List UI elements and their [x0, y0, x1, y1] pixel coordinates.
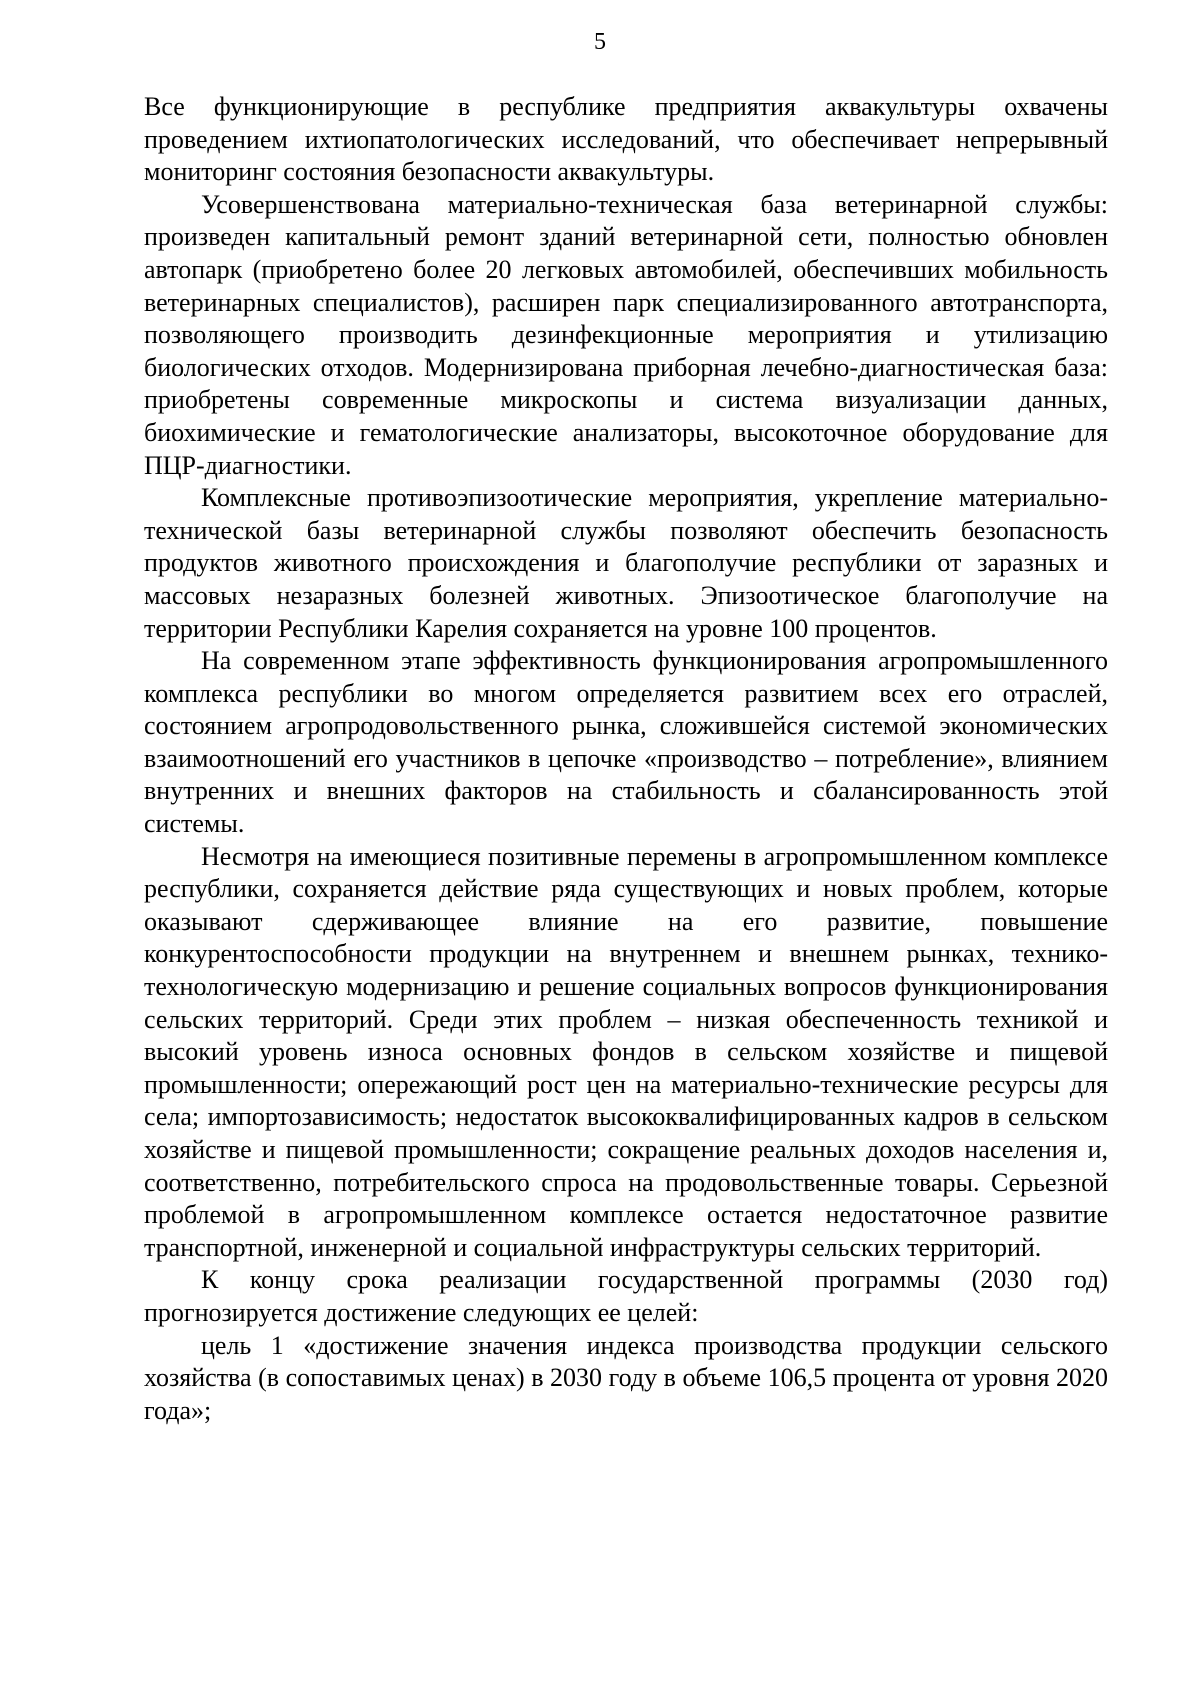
paragraph-antiepizootic-measures: Комплексные противоэпизоотические мероприятия, укрепление материально-технической базы ветеринарной службы позволяют обеспечить безопасность продуктов животного происхождения и благополучие республики от заразных и массовых незаразных болезней животных. Эпизоотическое благополучие на территории Республики Карелия сохраняется на уровне 100 процентов. — [144, 483, 1108, 643]
document-body — [144, 91, 1108, 1427]
paragraph-problems: Несмотря на имеющиеся позитивные перемены в агропромышленном комплексе республики, сохраняется действие ряда существующих и новых проблем, которые оказывают сдерживающее влияние на его развитие, повышение конкурентоспособности продукции на внутреннем и внешнем рынках, технико-технологическую модернизацию и решение социальных вопросов функционирования сельских территорий. Среди этих проблем – низкая обеспеченность техникой и высокий уровень износа основных фондов в сельском хозяйстве и пищевой промышленности; опережающий рост цен на материально-технические ресурсы для села; импортозависимость; недостаток высококвалифицированных кадров в сельском хозяйстве и пищевой промышленности; сокращение реальных доходов населения и, соответственно, потребительского спроса на продовольственные товары. Серьезной проблемой в агропромышленном комплексе остается недостаточное развитие транспортной, инженерной и социальной инфраструктуры сельских территорий. — [144, 841, 1108, 1262]
paragraph-aquaculture-monitoring: Все функционирующие в республике предприятия аквакультуры охвачены проведением ихтиопатологических исследований, что обеспечивает непрерывный мониторинг состояния безопасности аквакультуры. — [144, 92, 1108, 187]
paragraph-goal-1: цель 1 «достижение значения индекса производства продукции сельского хозяйства (в сопоставимых ценах) в 2030 году в объеме 106,5 процента от уровня 2020 года»; — [144, 1330, 1108, 1425]
paragraph-program-goals: К концу срока реализации государственной программы (2030 год) прогнозируется достижение следующих ее целей: — [144, 1265, 1108, 1327]
page-number: 5 — [594, 29, 606, 55]
paragraph-agro-efficiency: На современном этапе эффективность функционирования агропромышленного комплекса республики во многом определяется развитием всех его отраслей, состоянием агропродовольственного рынка, сложившейся системой экономических взаимоотношений его участников в цепочке «производство – потребление», влиянием внутренних и внешних факторов на стабильность и сбалансированность этой системы. — [144, 646, 1108, 839]
paragraph-veterinary-base: Усовершенствована материально-техническая база ветеринарной службы: произведен капитальный ремонт зданий ветеринарной сети, полностью обновлен автопарк (приобретено более 20 легковых автомобилей, обеспечивших мобильность ветеринарных специалистов), расширен парк специализированного автотранспорта, позволяющего производить дезинфекционные мероприятия и утилизацию биологических отходов. Модернизирована приборная лечебно-диагностическая база: приобретены современные микроскопы и система визуализации данных, биохимические и гематологические анализаторы, высокоточное оборудование для ПЦР-диагностики. — [144, 189, 1108, 480]
